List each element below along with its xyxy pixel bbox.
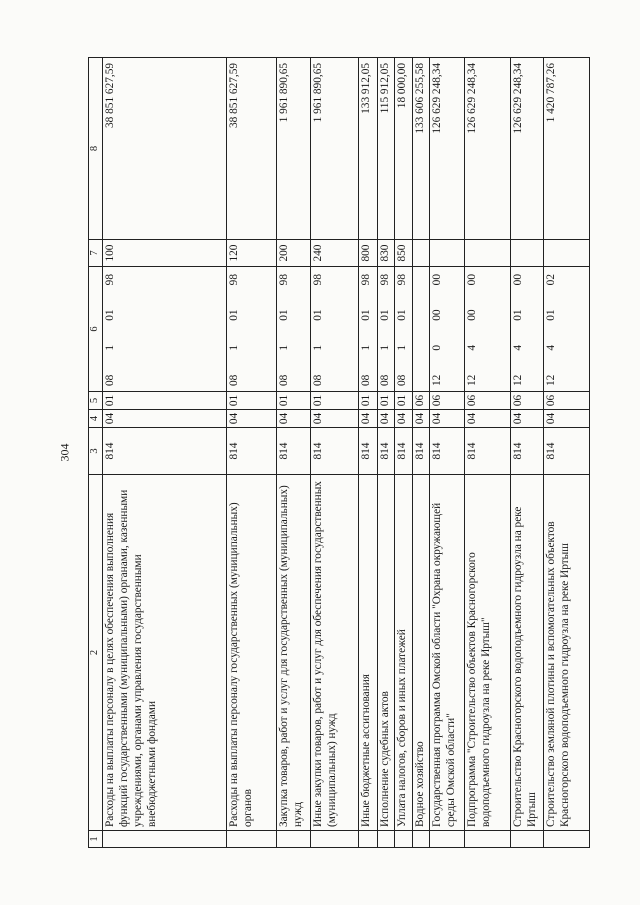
code-part: 01: [512, 309, 525, 321]
table-row: [227, 58, 277, 848]
cell-col3: 814: [277, 428, 311, 475]
cell-col3: 814: [377, 428, 395, 475]
table-row: [412, 58, 430, 848]
table-row: [544, 58, 590, 848]
cell-name: Иные бюджетные ассигнования: [359, 475, 378, 831]
code-part: 12: [545, 374, 558, 386]
cell-col7: 100: [102, 240, 226, 267]
code-part: 1: [312, 344, 325, 351]
cell-col5: 01: [359, 392, 378, 410]
cell-col7: 120: [227, 240, 277, 267]
column-header: 1: [89, 831, 103, 848]
cell-col5: 01: [377, 392, 395, 410]
code-part: 4: [512, 344, 525, 351]
cell-col3: 814: [395, 428, 413, 475]
column-header: 8: [89, 58, 103, 240]
cell-col3: 814: [102, 428, 226, 475]
cell-col4: 04: [395, 410, 413, 428]
cell-col6: [377, 267, 395, 392]
cell-col5: 01: [311, 392, 359, 410]
code-part: 0: [431, 344, 444, 351]
cell-col4: 04: [311, 410, 359, 428]
code-part: 1: [103, 344, 116, 351]
cell-col1: [377, 831, 395, 848]
cell-col6: [544, 267, 590, 392]
code-part: 1: [396, 344, 409, 351]
cell-name: Расходы на выплаты персоналу государственных (муниципальных) органов: [227, 475, 277, 831]
cell-col4: 04: [412, 410, 430, 428]
code-part: 98: [396, 274, 409, 286]
cell-name: Исполнение судебных актов: [377, 475, 395, 831]
code-part: 98: [278, 274, 291, 286]
cell-amount: 38 851 627,59: [102, 58, 226, 240]
cell-col5: 01: [395, 392, 413, 410]
cell-col5: 01: [102, 392, 226, 410]
code-part: 12: [431, 374, 444, 386]
cell-amount: 133 606 255,58: [412, 58, 430, 240]
cell-col3: 814: [465, 428, 511, 475]
table-row: [311, 58, 359, 848]
code-part: 08: [228, 374, 241, 386]
cell-name: Расходы на выплаты персоналу в целях обеспечения выполнения функций государственными (муниципальными) органами, казенными учреждениями, органами управления государственными внебюджетными фондами: [102, 475, 226, 831]
code-part: 12: [512, 374, 525, 386]
code-part: 02: [545, 274, 558, 286]
cell-col3: 814: [311, 428, 359, 475]
code-part: 12: [466, 374, 479, 386]
cell-name: Строительство Красногорского водоподъемного гидроузла на реке Иртыш: [511, 475, 544, 831]
code-part: 08: [278, 374, 291, 386]
code-part: 4: [545, 344, 558, 351]
target-article-code: [512, 270, 526, 388]
cell-col6: [395, 267, 413, 392]
cell-col7: [412, 240, 430, 267]
cell-name: Государственная программа Омской области "Охрана окружающей среды Омской области": [430, 475, 465, 831]
cell-amount: 126 629 248,34: [465, 58, 511, 240]
cell-col7: 200: [277, 240, 311, 267]
column-header: 5: [89, 392, 103, 410]
cell-col5: 01: [227, 392, 277, 410]
budget-table: [88, 57, 590, 848]
cell-col4: 04: [277, 410, 311, 428]
cell-col1: [311, 831, 359, 848]
code-part: 00: [512, 274, 525, 286]
code-part: 00: [466, 274, 479, 286]
cell-col7: 830: [377, 240, 395, 267]
cell-col1: [227, 831, 277, 848]
table-row: [277, 58, 311, 848]
cell-amount: 1 961 890,65: [277, 58, 311, 240]
cell-col7: 850: [395, 240, 413, 267]
cell-amount: 18 000,00: [395, 58, 413, 240]
code-part: 01: [228, 309, 241, 321]
cell-col4: 04: [511, 410, 544, 428]
target-article-code: [379, 270, 393, 388]
cell-col6: [511, 267, 544, 392]
cell-col5: 06: [465, 392, 511, 410]
cell-amount: 1 420 787,26: [544, 58, 590, 240]
cell-col3: 814: [430, 428, 465, 475]
cell-col1: [465, 831, 511, 848]
target-article-code: [278, 270, 292, 388]
cell-col5: 06: [430, 392, 465, 410]
cell-amount: 115 912,05: [377, 58, 395, 240]
cell-col5: 06: [544, 392, 590, 410]
cell-col5: 06: [412, 392, 430, 410]
cell-amount: 133 912,05: [359, 58, 378, 240]
cell-amount: 38 851 627,59: [227, 58, 277, 240]
cell-name: Водное хозяйство: [412, 475, 430, 831]
column-header: 6: [89, 267, 103, 392]
code-part: 01: [396, 309, 409, 321]
cell-amount: 1 961 890,65: [311, 58, 359, 240]
header-row: [89, 58, 103, 848]
cell-col3: 814: [227, 428, 277, 475]
page-number: 304: [57, 443, 72, 462]
cell-col4: 04: [359, 410, 378, 428]
cell-col4: 04: [377, 410, 395, 428]
column-header: 7: [89, 240, 103, 267]
table-row: [511, 58, 544, 848]
code-part: 01: [545, 309, 558, 321]
cell-col7: 240: [311, 240, 359, 267]
cell-col6: [227, 267, 277, 392]
code-part: 01: [378, 309, 391, 321]
cell-col1: [359, 831, 378, 848]
target-article-code: [431, 270, 445, 388]
cell-col6: [311, 267, 359, 392]
code-part: 98: [103, 274, 116, 286]
cell-col7: [511, 240, 544, 267]
code-part: 98: [228, 274, 241, 286]
cell-amount: 126 629 248,34: [430, 58, 465, 240]
column-header: 2: [89, 475, 103, 831]
code-part: 1: [278, 344, 291, 351]
cell-name: Уплата налогов, сборов и иных платежей: [395, 475, 413, 831]
table-row: [377, 58, 395, 848]
cell-col6: [430, 267, 465, 392]
rotated-page: [88, 58, 590, 848]
cell-col3: 814: [544, 428, 590, 475]
code-part: 08: [378, 374, 391, 386]
table-row: [395, 58, 413, 848]
column-header: 4: [89, 410, 103, 428]
target-article-code: [396, 270, 410, 388]
cell-col1: [511, 831, 544, 848]
cell-amount: 126 629 248,34: [511, 58, 544, 240]
code-part: 98: [378, 274, 391, 286]
cell-col1: [412, 831, 430, 848]
table-row: [430, 58, 465, 848]
cell-col1: [395, 831, 413, 848]
column-header: 3: [89, 428, 103, 475]
cell-col6: [465, 267, 511, 392]
code-part: 4: [466, 344, 479, 351]
cell-col4: 04: [102, 410, 226, 428]
cell-col7: [465, 240, 511, 267]
cell-col1: [430, 831, 465, 848]
cell-name: Закупка товаров, работ и услуг для государственных (муниципальных) нужд: [277, 475, 311, 831]
code-part: 00: [431, 274, 444, 286]
cell-col6: [102, 267, 226, 392]
cell-col7: [430, 240, 465, 267]
code-part: 00: [431, 309, 444, 321]
code-part: 1: [228, 344, 241, 351]
cell-col6: [359, 267, 378, 392]
code-part: 01: [103, 309, 116, 321]
target-article-code: [228, 270, 242, 388]
target-article-code: [545, 270, 559, 388]
code-part: 08: [103, 374, 116, 386]
target-article-code: [360, 270, 374, 388]
code-part: 00: [466, 309, 479, 321]
table-row: [102, 58, 226, 848]
code-part: 01: [312, 309, 325, 321]
cell-name: Строительство земляной плотины и вспомогательных объектов Красногорского водоподъемного гидроузла на реке Иртыш: [544, 475, 590, 831]
cell-name: Подпрограмма "Строительство объектов Красногорского водоподъемного гидроузла на реке Иртыш": [465, 475, 511, 831]
table-row: [465, 58, 511, 848]
cell-col1: [277, 831, 311, 848]
table-row: [359, 58, 378, 848]
code-part: 08: [396, 374, 409, 386]
code-part: 08: [312, 374, 325, 386]
code-part: 1: [378, 344, 391, 351]
cell-col5: 06: [511, 392, 544, 410]
cell-col6: [412, 267, 430, 392]
cell-col7: 800: [359, 240, 378, 267]
target-article-code: [104, 270, 118, 388]
cell-col1: [102, 831, 226, 848]
cell-col3: 814: [412, 428, 430, 475]
code-part: 98: [360, 274, 373, 286]
code-part: 98: [312, 274, 325, 286]
cell-col4: 04: [544, 410, 590, 428]
cell-col6: [277, 267, 311, 392]
code-part: 1: [360, 344, 373, 351]
cell-col3: 814: [511, 428, 544, 475]
target-article-code: [466, 270, 480, 388]
cell-col3: 814: [359, 428, 378, 475]
cell-name: Иные закупки товаров, работ и услуг для обеспечения государственных (муниципальных) нужд: [311, 475, 359, 831]
cell-col4: 04: [227, 410, 277, 428]
cell-col1: [544, 831, 590, 848]
cell-col7: [544, 240, 590, 267]
code-part: 01: [360, 309, 373, 321]
cell-col4: 04: [465, 410, 511, 428]
cell-col4: 04: [430, 410, 465, 428]
code-part: 01: [278, 309, 291, 321]
target-article-code: [312, 270, 326, 388]
cell-col5: 01: [277, 392, 311, 410]
code-part: 08: [360, 374, 373, 386]
